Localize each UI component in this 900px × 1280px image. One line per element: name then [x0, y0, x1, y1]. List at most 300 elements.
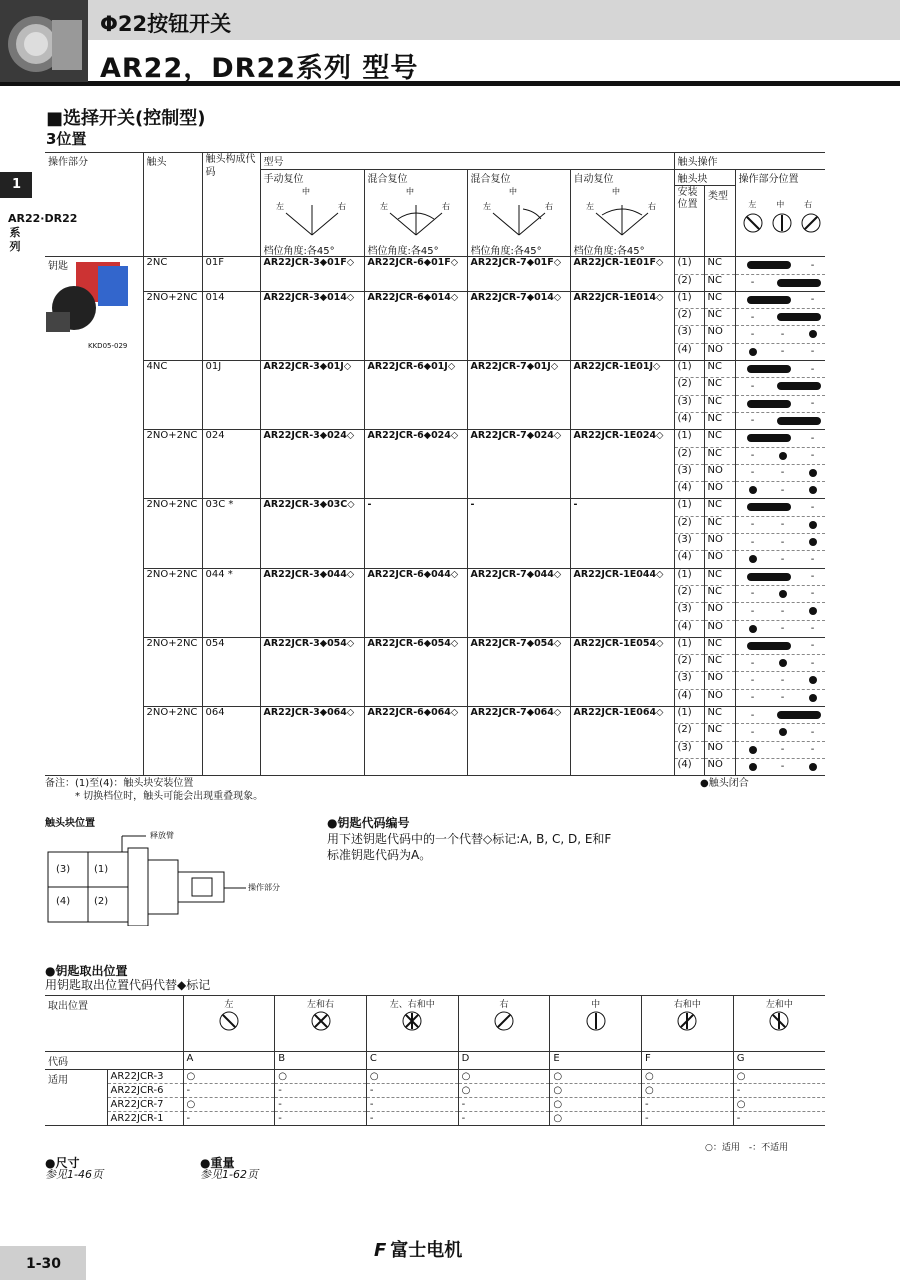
contact-kind: NC — [704, 291, 735, 308]
contact-open: - — [750, 311, 755, 323]
contact-open: - — [780, 328, 785, 340]
position-marks — [735, 637, 825, 654]
contact-open: - — [750, 605, 755, 617]
contact-type: 2NO+2NC — [143, 637, 202, 706]
keypos-model: AR22JCR-1 — [107, 1112, 183, 1126]
keypos-value: ○ — [458, 1070, 550, 1084]
model-number: AR22JCR-3◆014◇ — [260, 291, 364, 360]
keypos-apply-row — [45, 1070, 825, 1084]
product-icon — [0, 0, 88, 82]
install-position: (2) — [674, 274, 704, 291]
contact-row — [45, 430, 825, 447]
contact-code: 024 — [202, 430, 260, 499]
keypos-code: F — [642, 1052, 734, 1070]
position-marks — [735, 499, 825, 516]
contact-open: - — [780, 519, 785, 531]
contact-open: - — [810, 346, 815, 358]
contact-closed-dot — [749, 555, 757, 563]
position-marks — [735, 534, 825, 551]
header-series-bar — [0, 40, 900, 86]
contact-row — [45, 291, 825, 308]
contact-kind: NO — [704, 482, 735, 499]
install-position: (1) — [674, 361, 704, 378]
contact-open: - — [810, 294, 815, 306]
model-number: AR22JCR-7◆054◇ — [467, 637, 570, 706]
install-position: (1) — [674, 257, 704, 274]
contact-open: - — [750, 692, 755, 704]
model-number: AR22JCR-3◆044◇ — [260, 568, 364, 637]
weight-title: ●重量 — [200, 1156, 235, 1170]
model-number: AR22JCR-7◆014◇ — [467, 291, 570, 360]
svg-text:中: 中 — [405, 187, 414, 197]
keypos-apply-label: 适用 — [48, 1075, 68, 1086]
position-marks — [735, 724, 825, 741]
keypos-value: - — [183, 1112, 275, 1126]
contact-closed-dot — [779, 728, 787, 736]
photo-caption: KKD05-029 — [88, 342, 128, 350]
svg-text:左: 左 — [379, 202, 388, 212]
contact-kind: NC — [704, 309, 735, 326]
position-marks — [735, 603, 825, 620]
contact-open: - — [750, 380, 755, 392]
svg-text:中: 中 — [508, 187, 517, 197]
contact-kind: NO — [704, 620, 735, 637]
position-marks — [735, 585, 825, 602]
keypos-value: - — [366, 1112, 458, 1126]
keypos-code: C — [366, 1052, 458, 1070]
contact-open: - — [750, 709, 755, 721]
install-position: (2) — [674, 516, 704, 533]
svg-text:左: 左 — [275, 202, 284, 212]
contact-kind: NC — [704, 724, 735, 741]
keycode-title: ●钥匙代码编号 — [327, 816, 410, 830]
contact-closed-bar — [747, 573, 791, 581]
col-model: 型号 — [260, 153, 674, 170]
svg-text:右: 右 — [544, 202, 553, 212]
contact-closed-dot — [809, 676, 817, 684]
keypos-model: AR22JCR-7 — [107, 1098, 183, 1112]
contact-kind: NO — [704, 551, 735, 568]
keycode-line2: 标准钥匙代码为A。 — [327, 848, 432, 862]
install-position: (3) — [674, 326, 704, 343]
install-position: (3) — [674, 741, 704, 758]
position-marks — [735, 516, 825, 533]
note-closed: ●触头闭合 — [700, 778, 749, 789]
keypos-value: ○ — [733, 1098, 825, 1112]
size-title: ●尺寸 — [45, 1156, 80, 1170]
contact-closed-bar — [747, 434, 791, 442]
contact-open: - — [780, 692, 785, 704]
contact-kind: NC — [704, 274, 735, 291]
contact-row — [45, 568, 825, 585]
keypos-apply-row — [45, 1112, 825, 1126]
contact-open: - — [750, 467, 755, 479]
contact-kind: NC — [704, 430, 735, 447]
col-auto: 自动复位 中 左 右 档位角度:各45° — [570, 170, 674, 257]
keycode-line1: 用下述钥匙代码中的一个代替◇标记:A, B, C, D, E和F — [327, 832, 612, 846]
install-position: (1) — [674, 499, 704, 516]
contact-closed-dot — [809, 607, 817, 615]
keypos-value: - — [642, 1112, 734, 1126]
contact-closed-dot — [749, 746, 757, 754]
key-position-icon — [493, 1010, 515, 1032]
col-mixed1: 混合复位 中 左 右 档位角度:各45° — [364, 170, 467, 257]
position-marks — [735, 309, 825, 326]
keypos-code: D — [458, 1052, 550, 1070]
position-marks — [735, 655, 825, 672]
contact-code: 064 — [202, 707, 260, 776]
model-number: AR22JCR-7◆064◇ — [467, 707, 570, 776]
position-marks — [735, 447, 825, 464]
model-number: - — [364, 499, 467, 568]
keypos-position: 右 — [458, 996, 550, 1052]
contact-row — [45, 707, 825, 724]
install-position: (1) — [674, 291, 704, 308]
model-number: AR22JCR-3◆064◇ — [260, 707, 364, 776]
keypos-sub: 用钥匙取出位置代码代替◆标记 — [45, 978, 211, 992]
keypos-apply-row — [45, 1098, 825, 1112]
keypos-model: AR22JCR-6 — [107, 1084, 183, 1098]
keypos-value: - — [366, 1084, 458, 1098]
contact-open: - — [810, 571, 815, 583]
contact-type: 2NO+2NC — [143, 291, 202, 360]
contact-open: - — [750, 450, 755, 462]
contact-closed-bar — [777, 417, 821, 425]
keypos-code: A — [183, 1052, 275, 1070]
contact-kind: NO — [704, 603, 735, 620]
keypos-position: 左和中 — [733, 996, 825, 1052]
note-1: 备注：(1)至(4)：触头块安装位置 — [45, 778, 194, 789]
contact-open: - — [780, 744, 785, 756]
position-marks — [735, 378, 825, 395]
model-number: AR22JCR-1E024◇ — [570, 430, 674, 499]
contact-kind: NC — [704, 568, 735, 585]
contact-kind: NC — [704, 378, 735, 395]
contact-kind: NO — [704, 672, 735, 689]
contact-open: - — [810, 450, 815, 462]
contact-open: - — [780, 623, 785, 635]
model-number: AR22JCR-7◆01J◇ — [467, 361, 570, 430]
keypos-value: - — [733, 1112, 825, 1126]
install-position: (1) — [674, 568, 704, 585]
keypos-value: ○ — [550, 1112, 642, 1126]
contact-closed-bar — [747, 400, 791, 408]
header-category: Φ22按钮开关 — [100, 12, 232, 36]
svg-text:中: 中 — [611, 187, 620, 197]
contact-kind: NC — [704, 395, 735, 412]
keypos-value: - — [642, 1098, 734, 1112]
contact-type: 2NO+2NC — [143, 499, 202, 568]
brand-logo: F 富士电机 — [374, 1240, 463, 1261]
keypos-position: 右和中 — [642, 996, 734, 1052]
model-number: AR22JCR-3◆03C◇ — [260, 499, 364, 568]
contact-kind: NC — [704, 412, 735, 429]
contact-kind: NC — [704, 516, 735, 533]
col-op: 操作部分 — [45, 153, 143, 257]
model-number: AR22JCR-1E064◇ — [570, 707, 674, 776]
install-position: (3) — [674, 603, 704, 620]
size-ref: 参见1-46页 — [45, 1168, 103, 1181]
position-marks — [735, 551, 825, 568]
contact-block-diagram: 释放臂 操作部分 (3) (1) (4) (2) — [42, 830, 312, 926]
svg-text:中: 中 — [301, 187, 310, 197]
note-2: * 切换档位时，触头可能会出现重叠现象。 — [75, 791, 264, 802]
contact-kind: NO — [704, 326, 735, 343]
keypos-position: 左、右和中 — [366, 996, 458, 1052]
contact-open: - — [810, 501, 815, 513]
keypos-value: ○ — [642, 1070, 734, 1084]
contact-kind: NO — [704, 689, 735, 706]
position-marks — [735, 274, 825, 291]
contact-open: - — [810, 657, 815, 669]
svg-text:右: 右 — [337, 202, 346, 212]
contact-code: 044 * — [202, 568, 260, 637]
keypos-value: - — [275, 1084, 367, 1098]
keypos-value: ○ — [550, 1084, 642, 1098]
model-number: AR22JCR-6◆044◇ — [364, 568, 467, 637]
contact-row — [45, 637, 825, 654]
contact-open: - — [810, 726, 815, 738]
contact-open: - — [780, 536, 785, 548]
op-name: 钥匙 — [45, 257, 143, 776]
install-position: (1) — [674, 430, 704, 447]
keypos-position: 左 — [183, 996, 275, 1052]
position-marks — [735, 707, 825, 724]
contact-open: - — [750, 536, 755, 548]
model-number: - — [467, 499, 570, 568]
install-position: (3) — [674, 464, 704, 481]
contact-closed-bar — [777, 711, 821, 719]
keypos-position: 中 — [550, 996, 642, 1052]
install-position: (1) — [674, 637, 704, 654]
page-number-bar — [0, 1246, 86, 1280]
install-position: (2) — [674, 309, 704, 326]
contact-closed-bar — [747, 296, 791, 304]
contact-open: - — [780, 761, 785, 773]
contact-kind: NC — [704, 499, 735, 516]
model-number: - — [570, 499, 674, 568]
model-number: AR22JCR-7◆024◇ — [467, 430, 570, 499]
contact-open: - — [750, 657, 755, 669]
section-subtitle: 3位置 — [46, 130, 87, 148]
model-number: AR22JCR-1E054◇ — [570, 637, 674, 706]
model-number: AR22JCR-1E01J◇ — [570, 361, 674, 430]
keypos-code: B — [275, 1052, 367, 1070]
svg-text:右: 右 — [647, 202, 656, 212]
contact-closed-dot — [749, 486, 757, 494]
keypos-code: G — [733, 1052, 825, 1070]
contact-open: - — [780, 605, 785, 617]
install-position: (4) — [674, 758, 704, 775]
contact-code: 054 — [202, 637, 260, 706]
position-marks — [735, 326, 825, 343]
install-position: (3) — [674, 395, 704, 412]
contact-closed-bar — [747, 503, 791, 511]
keypos-title: ●钥匙取出位置 — [45, 964, 128, 978]
contact-closed-dot — [749, 348, 757, 356]
col-contact-op: 触头操作 — [674, 153, 825, 170]
svg-text:右: 右 — [441, 202, 450, 212]
install-position: (4) — [674, 412, 704, 429]
contact-open: - — [810, 398, 815, 410]
keypos-value: - — [458, 1098, 550, 1112]
keypos-value: ○ — [183, 1070, 275, 1084]
contact-closed-dot — [809, 330, 817, 338]
contact-row — [45, 499, 825, 516]
position-marks — [735, 741, 825, 758]
install-position: (2) — [674, 447, 704, 464]
contact-closed-dot — [809, 538, 817, 546]
col-code: 触头构成代码 — [202, 153, 260, 257]
contact-row — [45, 257, 825, 274]
install-position: (3) — [674, 534, 704, 551]
contact-open: - — [810, 744, 815, 756]
section-title: ■选择开关(控制型) — [46, 108, 206, 129]
contact-open: - — [780, 346, 785, 358]
key-position-icon — [310, 1010, 332, 1032]
contact-closed-bar — [747, 365, 791, 373]
keypos-value: - — [275, 1112, 367, 1126]
keypos-value: ○ — [733, 1070, 825, 1084]
contact-open: - — [810, 640, 815, 652]
position-marks — [735, 257, 825, 274]
keypos-value: ○ — [275, 1070, 367, 1084]
key-position-icon — [585, 1010, 607, 1032]
col-contact: 触头 — [143, 153, 202, 257]
contact-type: 2NO+2NC — [143, 707, 202, 776]
install-position: (2) — [674, 585, 704, 602]
key-position-icon — [401, 1010, 423, 1032]
contact-closed-bar — [747, 261, 791, 269]
contact-closed-dot — [809, 694, 817, 702]
model-number: AR22JCR-6◆064◇ — [364, 707, 467, 776]
contact-open: - — [780, 467, 785, 479]
contact-code: 03C * — [202, 499, 260, 568]
contact-open: - — [780, 553, 785, 565]
contact-type: 2NC — [143, 257, 202, 292]
keypos-value: - — [183, 1084, 275, 1098]
contact-type: 2NO+2NC — [143, 430, 202, 499]
keypos-model: AR22JCR-3 — [107, 1070, 183, 1084]
contact-open: - — [810, 432, 815, 444]
keypos-code-row — [45, 1052, 825, 1070]
model-number: AR22JCR-7◆044◇ — [467, 568, 570, 637]
keypos-value: - — [733, 1084, 825, 1098]
contact-open: - — [750, 588, 755, 600]
contact-open: - — [810, 259, 815, 271]
position-marks — [735, 464, 825, 481]
install-position: (4) — [674, 482, 704, 499]
svg-text:左: 左 — [482, 202, 491, 212]
position-marks — [735, 412, 825, 429]
keypos-value: - — [366, 1098, 458, 1112]
model-number: AR22JCR-6◆024◇ — [364, 430, 467, 499]
side-series-label: AR22·DR22系列 — [8, 212, 78, 253]
model-number: AR22JCR-7◆01F◇ — [467, 257, 570, 292]
install-position: (4) — [674, 689, 704, 706]
keypos-code-label: 代码 — [48, 1057, 68, 1068]
position-marks — [735, 291, 825, 308]
keypos-apply-row — [45, 1084, 825, 1098]
model-number: AR22JCR-1E014◇ — [570, 291, 674, 360]
install-position: (2) — [674, 655, 704, 672]
position-marks — [735, 568, 825, 585]
contact-kind: NO — [704, 464, 735, 481]
contact-open: - — [750, 726, 755, 738]
key-position-table — [45, 995, 825, 1126]
model-number: AR22JCR-6◆01F◇ — [364, 257, 467, 292]
keypos-value: ○ — [458, 1084, 550, 1098]
keypos-value: - — [275, 1098, 367, 1112]
contact-kind: NC — [704, 585, 735, 602]
diagram-title: 触头块位置 — [45, 818, 95, 829]
position-marks — [735, 430, 825, 447]
install-position: (2) — [674, 724, 704, 741]
contact-closed-dot — [809, 521, 817, 529]
weight-ref: 参见1-62页 — [200, 1168, 258, 1181]
position-marks — [735, 395, 825, 412]
key-switch-photo — [46, 262, 138, 350]
contact-code: 01J — [202, 361, 260, 430]
contact-closed-dot — [779, 590, 787, 598]
col-position: 操作部分位置 左 中 右 — [735, 170, 825, 257]
col-block: 触头块 安装位置 类型 — [674, 170, 735, 257]
keypos-code: E — [550, 1052, 642, 1070]
contact-open: - — [750, 277, 755, 289]
contact-closed-bar — [747, 642, 791, 650]
contact-open: - — [810, 588, 815, 600]
contact-closed-dot — [809, 469, 817, 477]
contact-closed-dot — [749, 763, 757, 771]
install-position: (4) — [674, 620, 704, 637]
contact-kind: NC — [704, 707, 735, 724]
contact-type: 2NO+2NC — [143, 568, 202, 637]
model-number: AR22JCR-3◆01J◇ — [260, 361, 364, 430]
contact-code: 014 — [202, 291, 260, 360]
contact-closed-dot — [809, 486, 817, 494]
key-position-icon — [218, 1010, 240, 1032]
col-manual: 手动复位 中 左 右 档位角度:各45° — [260, 170, 364, 257]
model-number: AR22JCR-6◆014◇ — [364, 291, 467, 360]
contact-kind: NO — [704, 343, 735, 360]
position-marks — [735, 672, 825, 689]
contact-kind: NC — [704, 447, 735, 464]
model-number: AR22JCR-1E01F◇ — [570, 257, 674, 292]
contact-closed-dot — [809, 763, 817, 771]
keypos-header-row — [45, 996, 825, 1052]
position-marks — [735, 689, 825, 706]
install-position: (4) — [674, 551, 704, 568]
position-marks — [735, 758, 825, 775]
contact-open: - — [810, 553, 815, 565]
contact-kind: NC — [704, 655, 735, 672]
contact-open: - — [780, 674, 785, 686]
contact-kind: NC — [704, 257, 735, 274]
page-number: 1-30 — [26, 1256, 62, 1272]
keypos-legend: ○：适用 -：不适用 — [705, 1143, 789, 1153]
contact-kind: NO — [704, 534, 735, 551]
col-mixed2: 混合复位 中 左 右 档位角度:各45° — [467, 170, 570, 257]
model-number: AR22JCR-1E044◇ — [570, 568, 674, 637]
model-number: AR22JCR-3◆01F◇ — [260, 257, 364, 292]
install-position: (3) — [674, 672, 704, 689]
model-table — [45, 152, 825, 776]
keypos-value: ○ — [550, 1070, 642, 1084]
contact-closed-bar — [777, 313, 821, 321]
position-marks — [735, 482, 825, 499]
install-position: (4) — [674, 343, 704, 360]
contact-row — [45, 361, 825, 378]
